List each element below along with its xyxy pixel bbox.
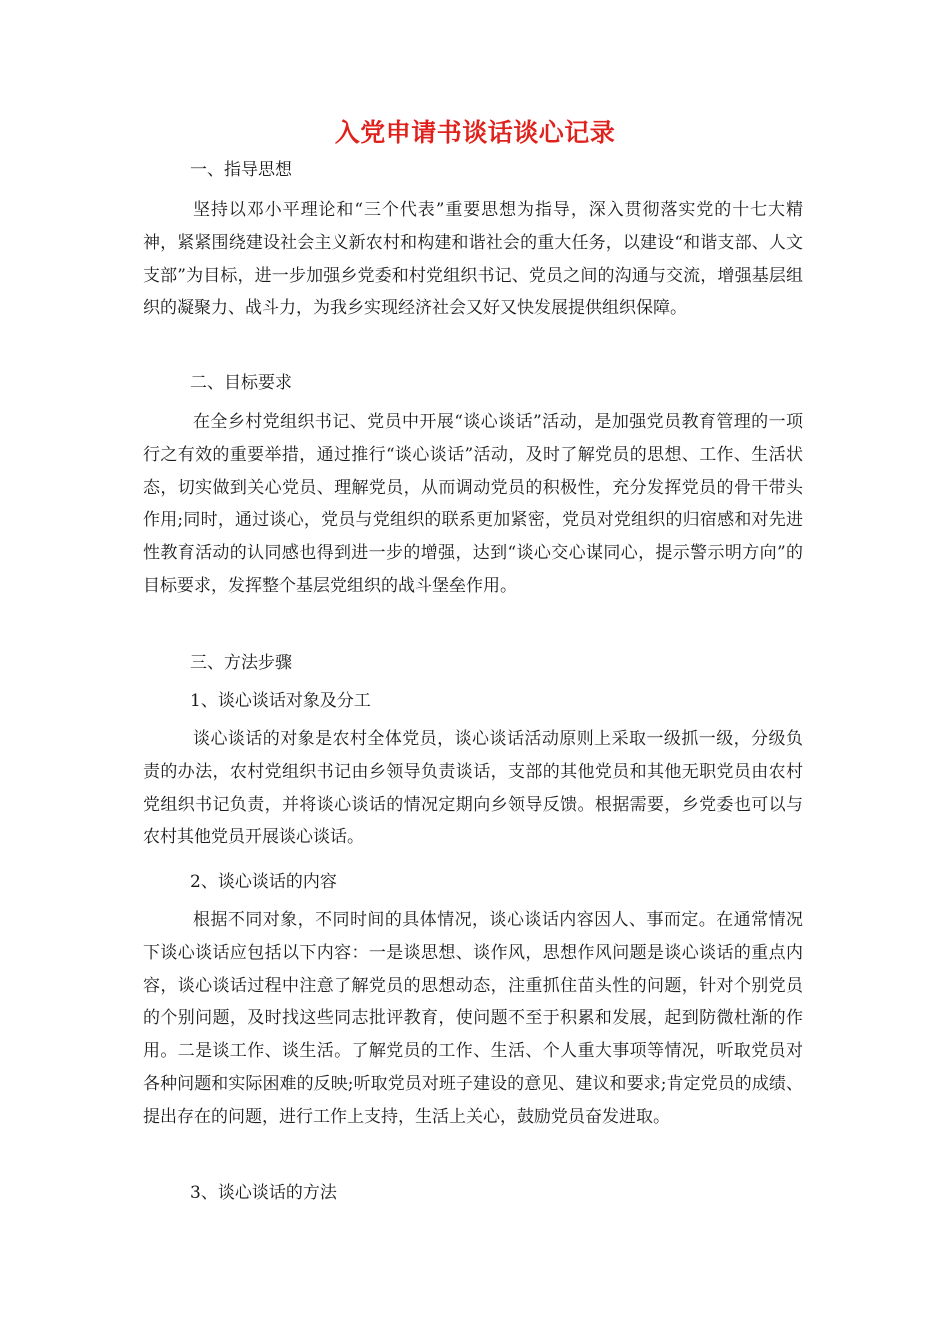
subheading-targets-division: 1、谈心谈话对象及分工 [190,691,371,711]
document-title: 入党申请书谈话谈心记录 [334,118,616,147]
paragraph-guiding-ideology: 坚持以邓小平理论和“三个代表”重要思想为指导，深入贯彻落实党的十七大精神，紧紧围绕建设社会主义新农村和构建和谐社会的重大任务，以建设“和谐支部、人文支部”为目标，进一步加强乡党委和村党组织书记、党员之间的沟通与交流，增强基层组织的凝聚力、战斗力，为我乡实现经济社会又好又快发展提供组织保障。 [143,200,803,319]
section-heading-guiding-ideology: 一、指导思想 [190,160,292,180]
section-heading-methods: 三、方法步骤 [190,653,292,673]
subheading-talk-content: 2、谈心谈话的内容 [190,872,337,892]
paragraph-talk-content: 根据不同对象，不同时间的具体情况，谈心谈话内容因人、事而定。在通常情况下谈心谈话应包括以下内容：一是谈思想、谈作风，思想作风问题是谈心谈话的重点内容，谈心谈话过程中注意了解党员的思想动态，注重抓住苗头性的问题，针对个别党员的个别问题，及时找这些同志批评教育，使问题不至于积累和发展，起到防微杜渐的作用。二是谈工作、谈生活。了解党员的工作、生活、个人重大事项等情况，听取党员对各种问题和实际困难的反映;听取党员对班子建设的意见、建议和要求;肯定党员的成绩、提出存在的问题，进行工作上支持，生活上关心，鼓励党员奋发进取。 [143,910,803,1127]
paragraph-targets-division: 谈心谈话的对象是农村全体党员，谈心谈话活动原则上采取一级抓一级，分级负责的办法，农村党组织书记由乡领导负责谈话，支部的其他党员和其他无职党员由农村党组织书记负责，并将谈心谈话的情况定期向乡领导反馈。根据需要，乡党委也可以与农村其他党员开展谈心谈话。 [143,729,803,848]
paragraph-goals: 在全乡村党组织书记、党员中开展“谈心谈话”活动，是加强党员教育管理的一项行之有效的重要举措，通过推行“谈心谈话”活动，及时了解党员的思想、工作、生活状态，切实做到关心党员、理解党员，从而调动党员的积极性，充分发挥党员的骨干带头作用;同时，通过谈心，党员与党组织的联系更加紧密，党员对党组织的归宿感和对先进性教育活动的认同感也得到进一步的增强，达到“谈心交心谋同心，提示警示明方向”的目标要求，发挥整个基层党组织的战斗堡垒作用。 [143,412,803,596]
subheading-talk-methods: 3、谈心谈话的方法 [190,1183,337,1203]
section-heading-goals: 二、目标要求 [190,373,292,393]
